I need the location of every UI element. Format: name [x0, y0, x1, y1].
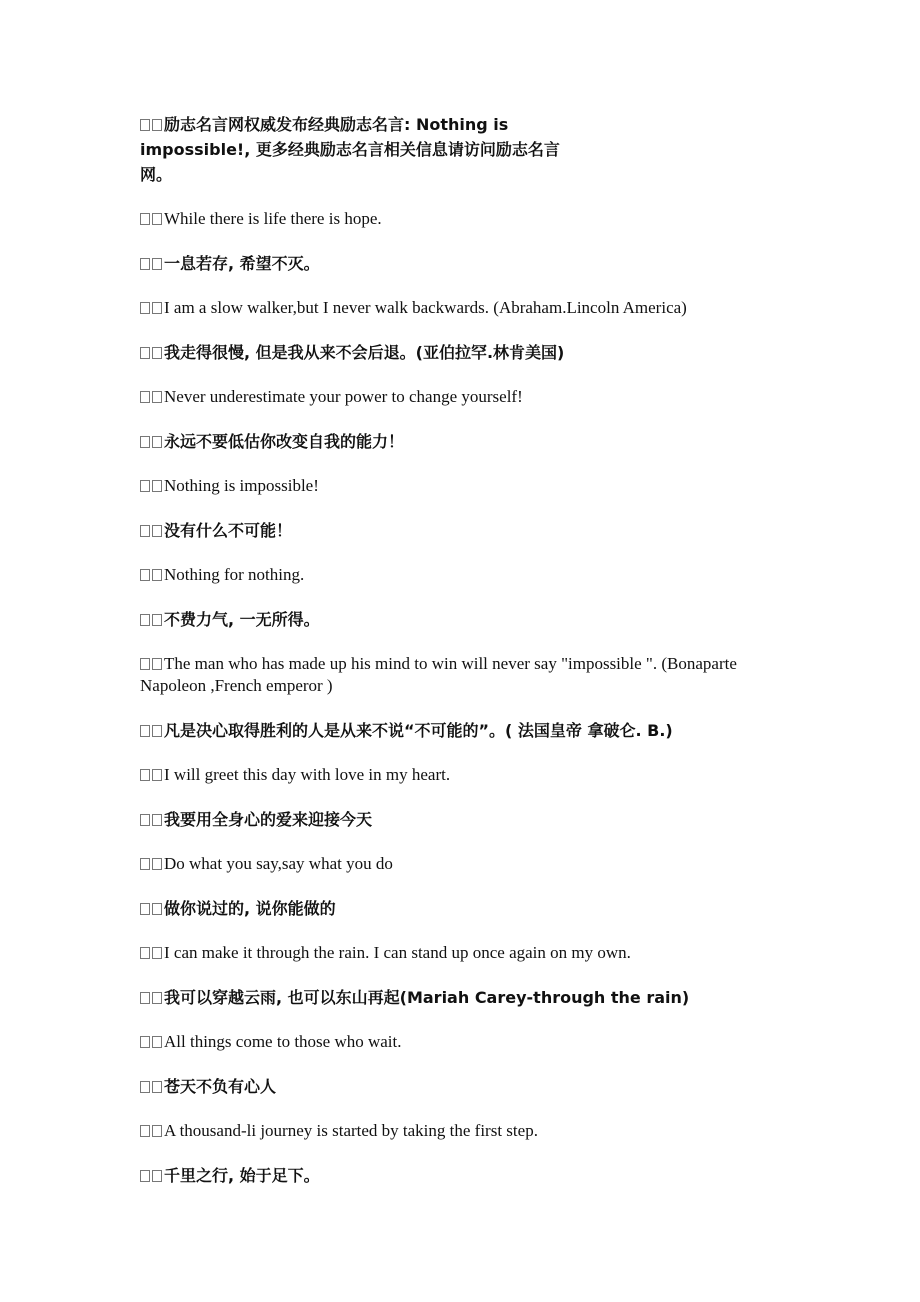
missing-glyph-box-icon: [152, 480, 162, 492]
paragraph-text: A thousand-li journey is started by taking the first step.: [164, 1121, 538, 1140]
paragraph-text: Nothing is impossible!: [164, 476, 319, 495]
paragraph-text: The man who has made up his mind to win will never say "impossible ". (Bonaparte Napoleon ,French emperor ): [140, 654, 737, 695]
paragraph-text: 我可以穿越云雨, 也可以东山再起(Mariah Carey-through the rain): [164, 987, 690, 1007]
quote-paragraph: [140, 987, 760, 1009]
missing-glyph-box-icon: [140, 658, 150, 670]
paragraph-text: 励志名言网权威发布经典励志名言: Nothing is impossible!, 更多经典励志名言相关信息请访问励志名言网。: [140, 115, 560, 184]
missing-glyph-box-icon: [152, 769, 162, 781]
missing-glyph-box-icon: [152, 258, 162, 270]
quote-paragraph: [140, 609, 760, 631]
missing-glyph-box-icon: [140, 1125, 150, 1137]
missing-glyph-box-icon: [140, 725, 150, 737]
quote-paragraph: [140, 475, 760, 497]
paragraph-text: 永远不要低估你改变自我的能力！: [164, 431, 405, 451]
quote-paragraph: [140, 1031, 760, 1053]
paragraph-text: 做你说过的, 说你能做的: [164, 898, 336, 918]
missing-glyph-box-icon: [140, 1036, 150, 1048]
missing-glyph-box-icon: [140, 1170, 150, 1182]
missing-glyph-box-icon: [140, 614, 150, 626]
missing-glyph-box-icon: [152, 947, 162, 959]
paragraph-text: I will greet this day with love in my heart.: [164, 765, 451, 784]
missing-glyph-box-icon: [140, 903, 150, 915]
paragraph-text: 我要用全身心的爱来迎接今天: [164, 809, 373, 829]
missing-glyph-box-icon: [140, 569, 150, 581]
missing-glyph-box-icon: [152, 302, 162, 314]
missing-glyph-box-icon: [152, 725, 162, 737]
paragraph-text: 苍天不负有心人: [164, 1076, 277, 1096]
missing-glyph-box-icon: [152, 436, 162, 448]
missing-glyph-box-icon: [152, 858, 162, 870]
missing-glyph-box-icon: [152, 347, 162, 359]
missing-glyph-box-icon: [140, 858, 150, 870]
missing-glyph-box-icon: [152, 658, 162, 670]
document-body: [140, 112, 760, 1209]
missing-glyph-box-icon: [152, 1170, 162, 1182]
quote-paragraph: [140, 898, 760, 920]
quote-paragraph: [140, 431, 760, 453]
paragraph-text: Nothing for nothing.: [164, 565, 305, 584]
paragraph-text: While there is life there is hope.: [164, 209, 382, 228]
missing-glyph-box-icon: [140, 992, 150, 1004]
quote-paragraph: [140, 1165, 760, 1187]
quote-paragraph: [140, 1120, 760, 1142]
quote-paragraph: [140, 208, 760, 230]
paragraph-text: 凡是决心取得胜利的人是从来不说“不可能的”。( 法国皇帝 拿破仑. B.): [164, 720, 673, 740]
missing-glyph-box-icon: [140, 302, 150, 314]
quote-paragraph: [140, 1076, 760, 1098]
paragraph-text: All things come to those who wait.: [164, 1032, 402, 1051]
quote-paragraph: [140, 764, 760, 786]
paragraph-text: I can make it through the rain. I can stand up once again on my own.: [164, 943, 631, 962]
missing-glyph-box-icon: [152, 992, 162, 1004]
quote-paragraph: [140, 520, 760, 542]
paragraph-text: I am a slow walker,but I never walk backwards. (Abraham.Lincoln America): [164, 298, 687, 317]
missing-glyph-box-icon: [152, 391, 162, 403]
quote-paragraph: [140, 386, 760, 408]
missing-glyph-box-icon: [152, 569, 162, 581]
missing-glyph-box-icon: [140, 947, 150, 959]
quote-paragraph: [140, 342, 760, 364]
paragraph-text: 千里之行, 始于足下。: [164, 1165, 320, 1185]
paragraph-text: Never underestimate your power to change yourself!: [164, 387, 523, 406]
paragraph-text: 我走得很慢, 但是我从来不会后退。(亚伯拉罕.林肯美国): [164, 342, 565, 362]
missing-glyph-box-icon: [140, 347, 150, 359]
missing-glyph-box-icon: [140, 213, 150, 225]
quote-paragraph: [140, 653, 760, 697]
quote-paragraph: [140, 297, 760, 319]
quote-paragraph: [140, 942, 760, 964]
missing-glyph-box-icon: [140, 1081, 150, 1093]
missing-glyph-box-icon: [140, 436, 150, 448]
missing-glyph-box-icon: [140, 814, 150, 826]
missing-glyph-box-icon: [140, 480, 150, 492]
paragraph-text: 一息若存, 希望不灭。: [164, 253, 320, 273]
quote-paragraph: [140, 720, 760, 742]
paragraph-text: Do what you say,say what you do: [164, 854, 393, 873]
quote-paragraph: [140, 564, 760, 586]
missing-glyph-box-icon: [152, 1125, 162, 1137]
missing-glyph-box-icon: [152, 614, 162, 626]
paragraph-text: 没有什么不可能！: [164, 520, 293, 540]
missing-glyph-box-icon: [152, 903, 162, 915]
quote-paragraph: [140, 253, 760, 275]
missing-glyph-box-icon: [152, 119, 162, 131]
missing-glyph-box-icon: [140, 391, 150, 403]
missing-glyph-box-icon: [152, 1081, 162, 1093]
missing-glyph-box-icon: [152, 814, 162, 826]
missing-glyph-box-icon: [140, 769, 150, 781]
missing-glyph-box-icon: [140, 525, 150, 537]
quote-paragraph: [140, 853, 760, 875]
missing-glyph-box-icon: [152, 213, 162, 225]
paragraph-text: 不费力气, 一无所得。: [164, 609, 320, 629]
quote-paragraph: [140, 809, 760, 831]
missing-glyph-box-icon: [152, 525, 162, 537]
missing-glyph-box-icon: [152, 1036, 162, 1048]
quote-paragraph: [140, 112, 560, 187]
missing-glyph-box-icon: [140, 119, 150, 131]
missing-glyph-box-icon: [140, 258, 150, 270]
